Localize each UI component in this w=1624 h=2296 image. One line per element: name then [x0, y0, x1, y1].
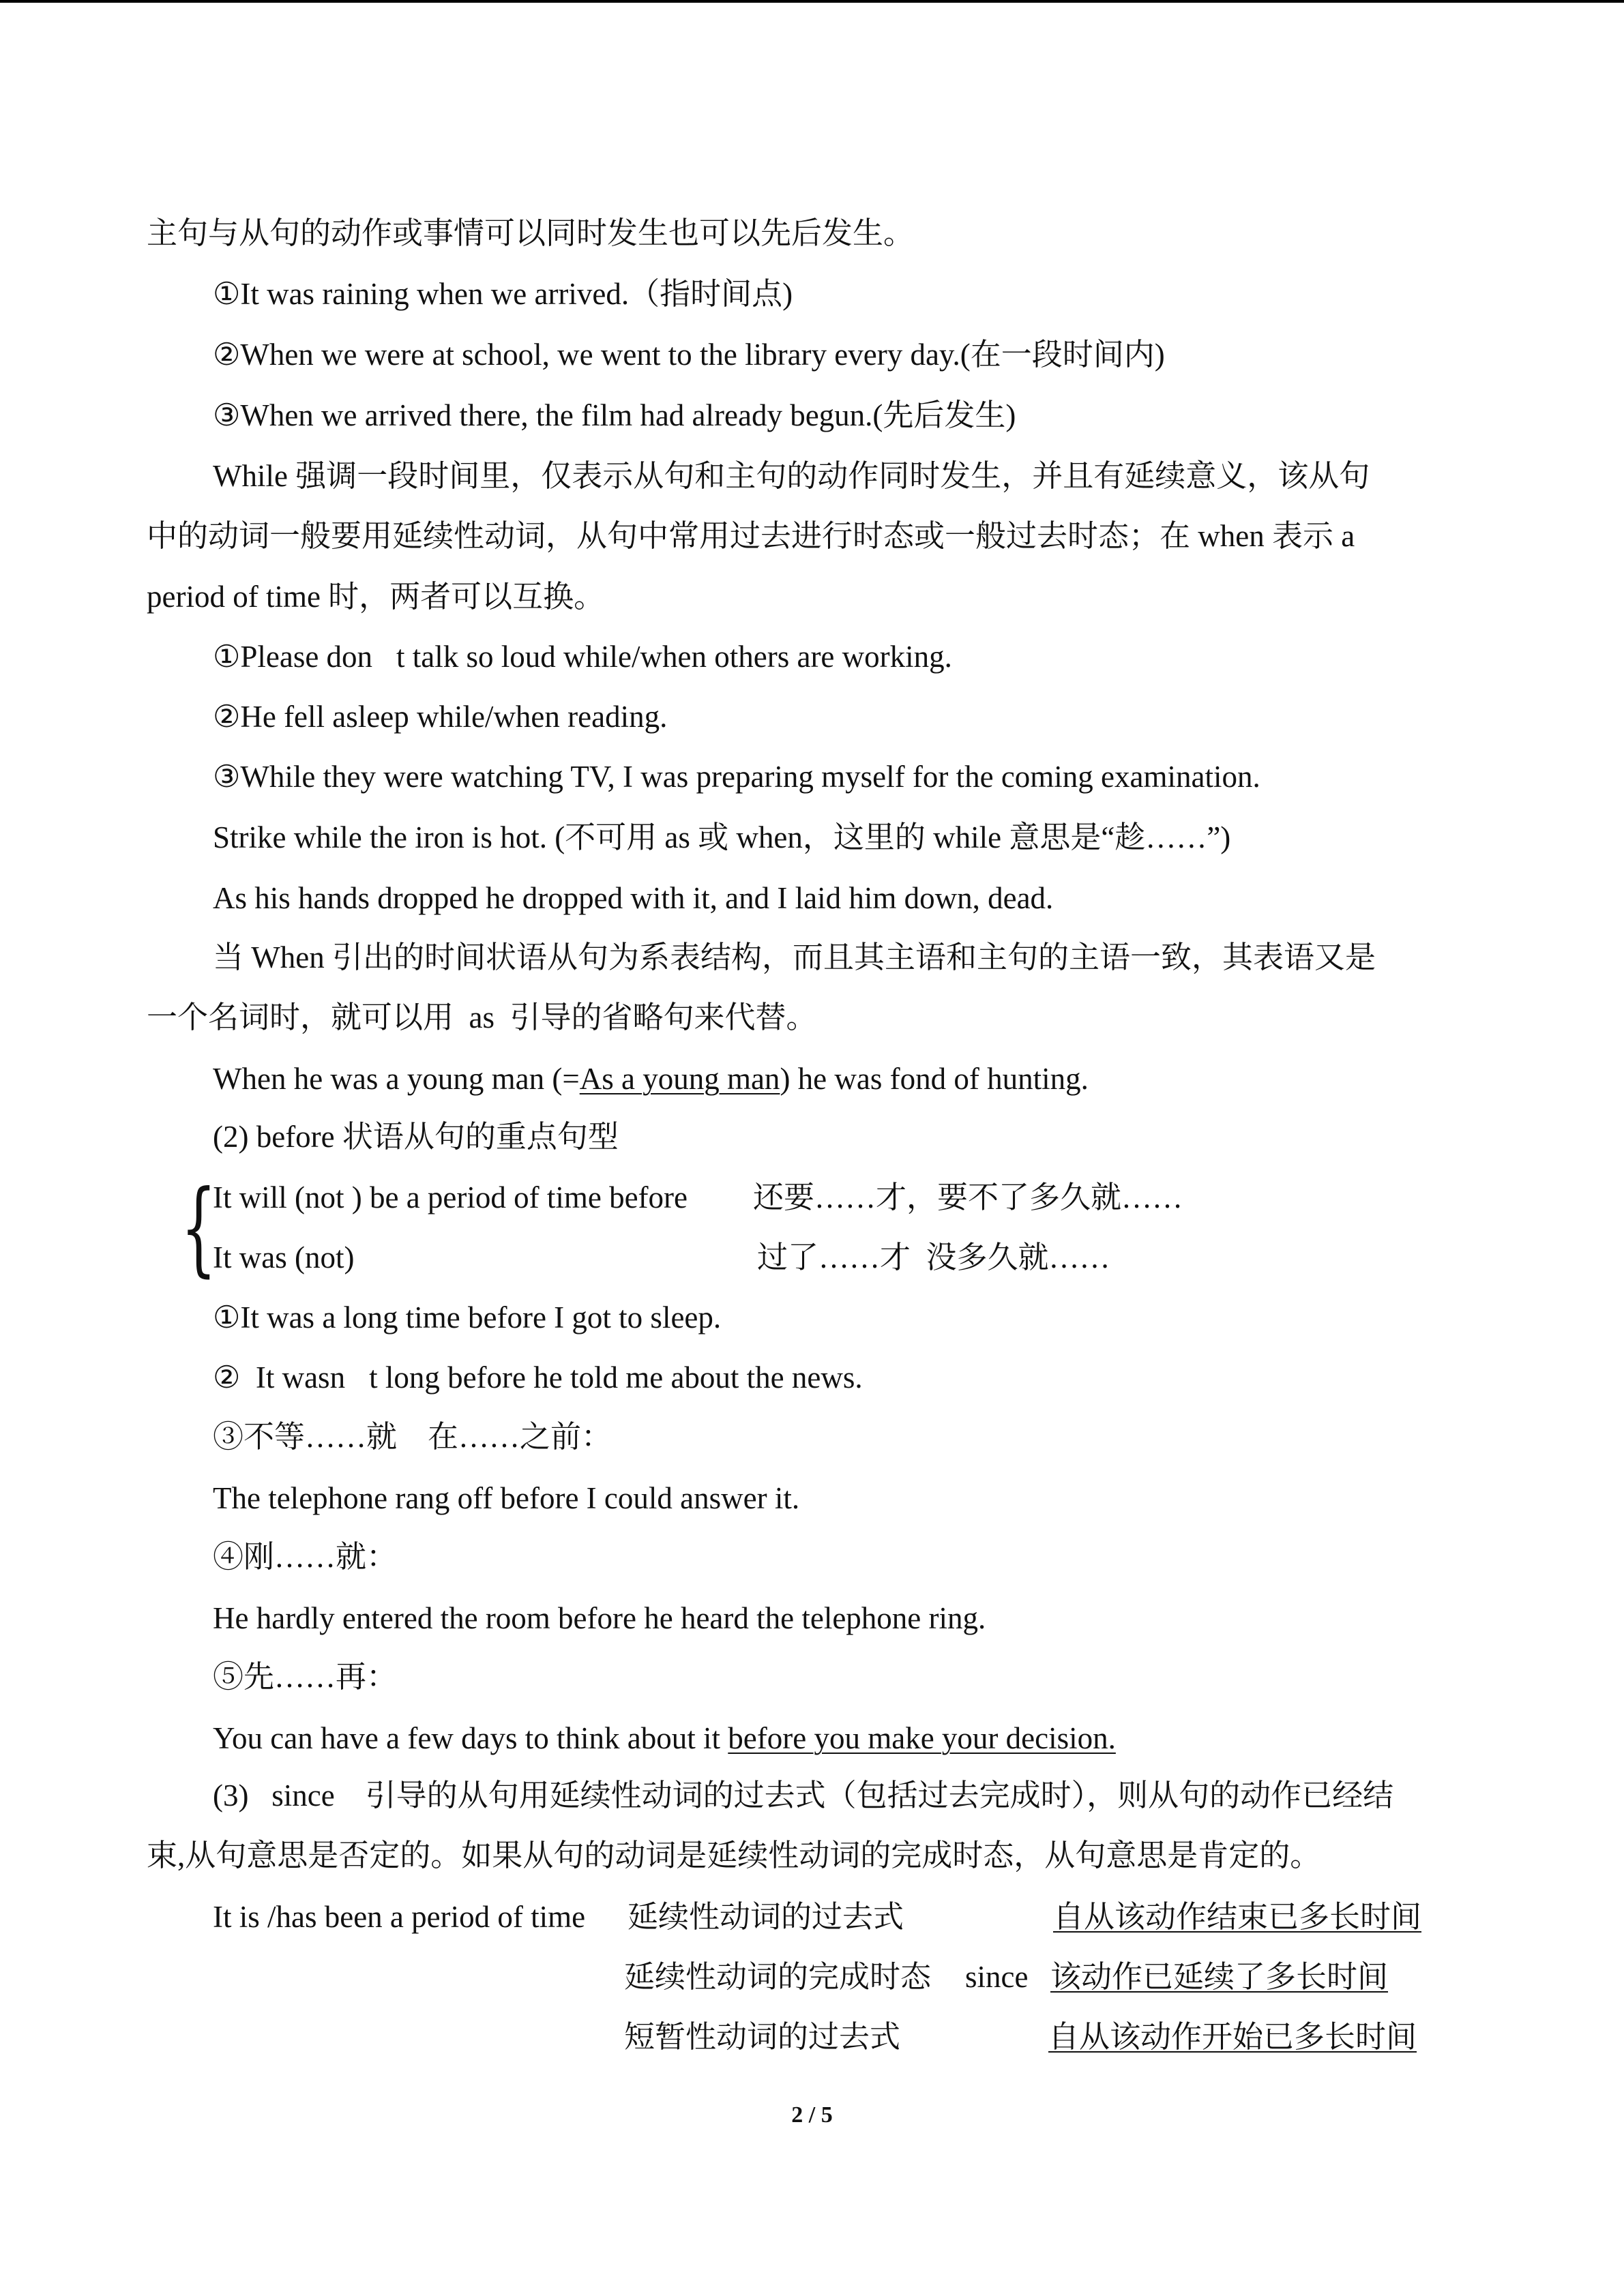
pattern-english: It was (not) — [213, 1240, 355, 1274]
example-heading: ③不等……就 在……之前： — [213, 1420, 612, 1454]
example-line: ③While they were watching TV, I was preparing myself for the coming examination. — [213, 760, 1260, 794]
example-heading: ⑤先……再： — [213, 1660, 398, 1694]
paragraph-line: 当 When 引出的时间状语从句为系表结构，而且其主语和主句的主语一致，其表语又是 — [213, 940, 1376, 974]
example-line: He hardly entered the room before he heard the telephone ring. — [213, 1601, 986, 1635]
example-line — [213, 1058, 1089, 1099]
example-line — [213, 1718, 1116, 1759]
paragraph-line: 束,从句意思是否定的。如果从句的动词是延续性动词的完成时态，从句意思是肯定的。 — [147, 1838, 1321, 1873]
brace-symbol: { — [181, 1169, 217, 1287]
example-line: ②He fell asleep while/when reading. — [213, 700, 668, 734]
example-line: ①It was a long time before I got to sleep. — [213, 1300, 722, 1335]
example-line: ②When we were at school, we went to the library every day.(在一段时间内) — [213, 338, 1165, 372]
example-line: The telephone rang off before I could answer it. — [213, 1481, 800, 1515]
paragraph-line: 一个名词时，就可以用 as 引导的省略句来代替。 — [147, 1000, 817, 1034]
pattern-meaning: 自从该动作开始已多长时间 — [1048, 2020, 1417, 2054]
example-line: ①It was raining when we arrived.（指时间点) — [213, 277, 793, 311]
example-line: As his hands dropped he dropped with it, and I laid him down, dead. — [213, 881, 1054, 915]
pattern-column: 短暂性动词的过去式 — [624, 2020, 901, 2054]
pattern-english: It is /has been a period of time — [213, 1900, 586, 1934]
intro-line: 主句与从句的动作或事情可以同时发生也可以先后发生。 — [147, 216, 915, 250]
text-segment: You can have a few days to think about it — [213, 1721, 728, 1755]
page-number: 2 / 5 — [791, 2102, 833, 2128]
paragraph-line: period of time 时，两者可以互换。 — [147, 580, 605, 614]
example-line: Strike while the iron is hot. (不可用 as 或 when，这里的 while 意思是“趁……”) — [213, 820, 1231, 854]
pattern-meaning: 过了……才 没多久就…… — [757, 1240, 1110, 1274]
text-segment: When he was a young man (= — [213, 1062, 580, 1096]
paragraph-line: (3) since 引导的从句用延续性动词的过去式（包括过去完成时），则从句的动作已经结 — [213, 1778, 1394, 1813]
paragraph-line: While 强调一段时间里，仅表示从句和主句的动作同时发生，并且有延续意义，该从句 — [213, 459, 1370, 493]
paragraph-line: 中的动词一般要用延续性动词，从句中常用过去进行时态或一般过去时态；在 when 表示 a — [147, 519, 1355, 553]
example-line: ①Please don t talk so loud while/when others are working. — [213, 640, 952, 674]
underlined-phrase: As a young man — [579, 1062, 780, 1096]
pattern-meaning: 还要……才，要不了多久就…… — [753, 1180, 1183, 1214]
example-heading: ④刚……就： — [213, 1540, 398, 1574]
pattern-english: It will (not ) be a period of time before — [213, 1180, 688, 1214]
pattern-keyword: since — [965, 1960, 1029, 1994]
pattern-column: 延续性动词的完成时态 — [624, 1960, 932, 1994]
pattern-meaning: 自从该动作结束已多长时间 — [1053, 1900, 1422, 1934]
example-line: ③When we arrived there, the film had already begun.(先后发生) — [213, 398, 1016, 432]
text-segment: ) he was fond of hunting. — [780, 1062, 1089, 1096]
section-heading: (2) before 状语从句的重点句型 — [213, 1120, 619, 1154]
pattern-column: 延续性动词的过去式 — [628, 1900, 904, 1934]
example-line: ② It wasn t long before he told me about the news. — [213, 1360, 863, 1395]
underlined-phrase: before you make your decision. — [728, 1721, 1116, 1755]
top-border — [0, 0, 1624, 3]
pattern-meaning: 该动作已延续了多长时间 — [1050, 1960, 1389, 1994]
